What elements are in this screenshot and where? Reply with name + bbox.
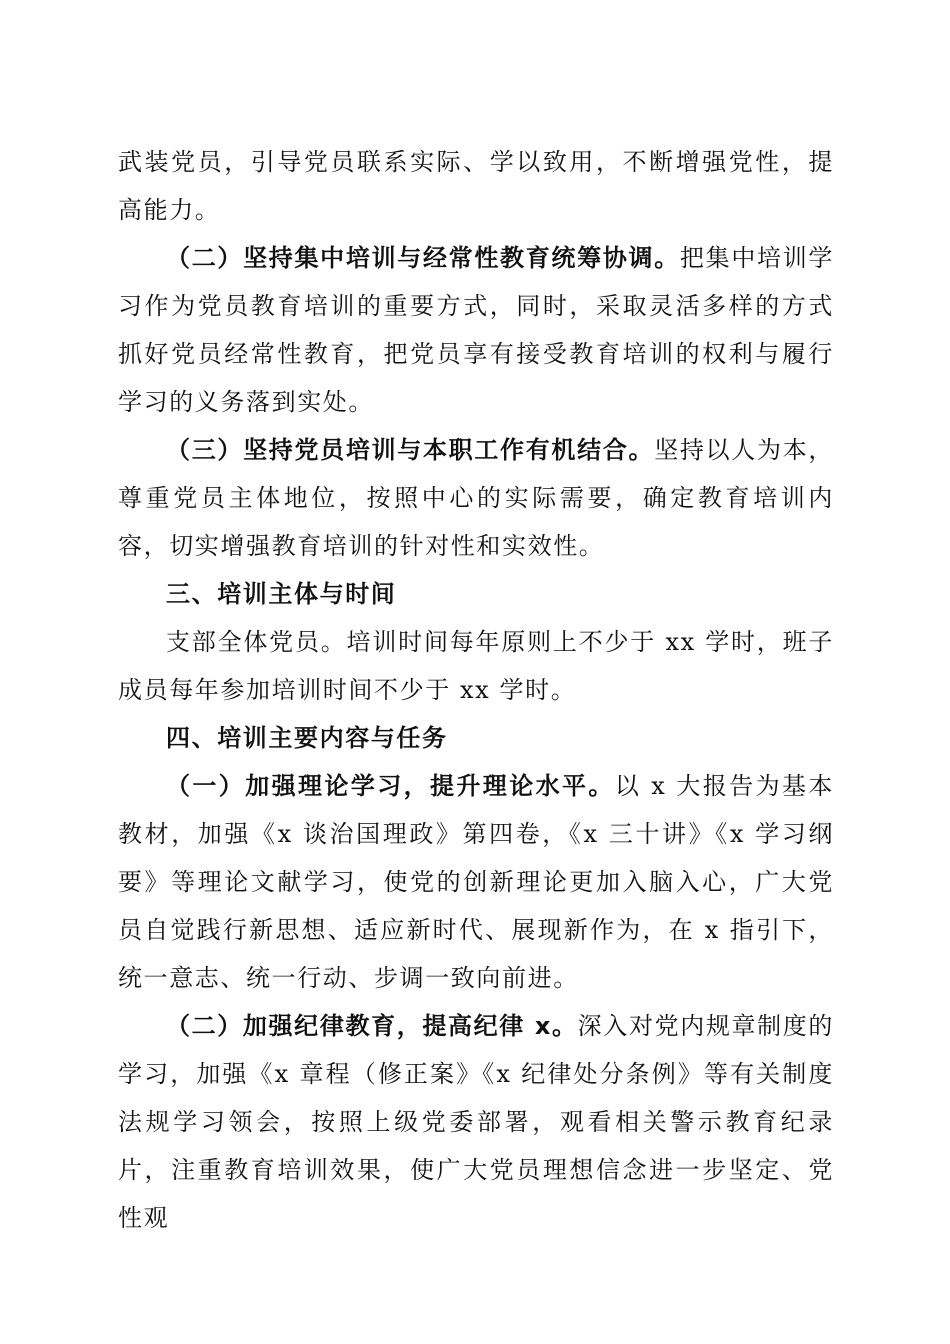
- paragraph-lead: （一）加强理论学习，提升理论水平。: [166, 772, 615, 800]
- section-4-item-1: [118, 762, 834, 1002]
- section-3-body: 支部全体党员。培训时间每年原则上不少于 xx 学时，班子成员每年参加培训时间不少于 xx 学时。: [118, 628, 834, 704]
- section-4-item-2: [118, 1002, 834, 1242]
- paragraph-text: 深入对党内规章制度的学习，加强《x 章程（修正案》《x 纪律处分条例》等有关制度法规学习领会，按照上级党委部署，观看相关警示教育纪录片，注重教育培训效果，使广大党员理想信念进一步坚定、党性观: [118, 1012, 835, 1232]
- paragraph-lead: （二）加强纪律教育，提高纪律 x。: [166, 1012, 578, 1040]
- paragraph-principle-3: [118, 426, 834, 570]
- section-heading-3: 三、培训主体与时间: [166, 580, 397, 608]
- paragraph-text: 以 x 大报告为基本教材，加强《x 谈治国理政》第四卷，《x 三十讲》《x 学习纲要》等理论文献学习，使党的创新理论更加入脑入心，广大党员自觉践行新思想、适应新时代、展现新作为，在 x 指引下，统一意志、统一行动、步调一致向前进。: [118, 772, 835, 992]
- paragraph-lead: （二）坚持集中培训与经常性教育统筹协调。: [166, 244, 680, 272]
- document-body: [118, 138, 834, 1242]
- section-heading-4: 四、培训主要内容与任务: [166, 724, 448, 752]
- paragraph-text: 武装党员，引导党员联系实际、学以致用，不断增强党性，提高能力。: [118, 148, 834, 224]
- paragraph-text: 把集中培训学习作为党员教育培训的重要方式，同时，采取灵活多样的方式抓好党员经常性教育，把党员享有接受教育培训的权利与履行学习的义务落到实处。: [118, 244, 834, 416]
- paragraph-text: 坚持以人为本，尊重党员主体地位，按照中心的实际需要，确定教育培训内容，切实增强教育培训的针对性和实效性。: [118, 436, 834, 560]
- paragraph-principle-2: [118, 234, 834, 426]
- paragraph-continuation: [118, 138, 834, 234]
- paragraph-lead: （三）坚持党员培训与本职工作有机结合。: [166, 436, 655, 464]
